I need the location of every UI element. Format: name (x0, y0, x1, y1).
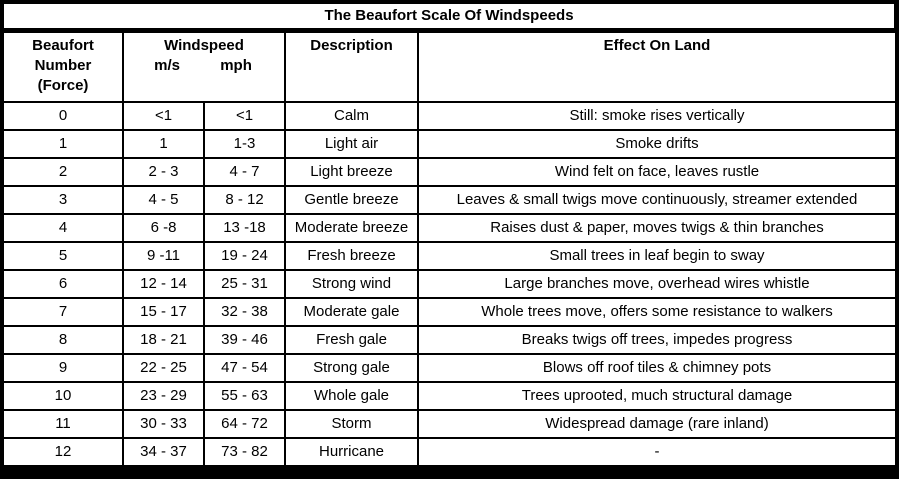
ms-cell: 34 - 37 (124, 439, 203, 465)
description-cell: Fresh breeze (286, 243, 417, 269)
ms-cell: 15 - 17 (124, 299, 203, 325)
description-cell: Moderate breeze (286, 215, 417, 241)
mph-cell: 47 - 54 (205, 355, 284, 381)
table-body (4, 103, 895, 465)
table-row (4, 383, 895, 409)
ms-cell: <1 (124, 103, 203, 129)
header-number-line-1: Beaufort (32, 37, 94, 54)
header-windspeed (124, 33, 284, 101)
force-cell: 12 (4, 439, 122, 465)
effect-cell: Trees uprooted, much structural damage (419, 383, 895, 409)
mph-cell: 39 - 46 (205, 327, 284, 353)
force-cell: 1 (4, 131, 122, 157)
table-row (4, 355, 895, 381)
beaufort-table (2, 31, 897, 467)
table-row (4, 131, 895, 157)
ms-cell: 1 (124, 131, 203, 157)
effect-cell: Blows off roof tiles & chimney pots (419, 355, 895, 381)
header-unit-mph: mph (220, 57, 252, 74)
force-cell: 9 (4, 355, 122, 381)
force-cell: 11 (4, 411, 122, 437)
table-row (4, 271, 895, 297)
table-row (4, 439, 895, 465)
table-row (4, 187, 895, 213)
force-cell: 4 (4, 215, 122, 241)
description-cell: Storm (286, 411, 417, 437)
force-cell: 6 (4, 271, 122, 297)
header-windspeed-label: Windspeed (164, 37, 244, 54)
mph-cell: 73 - 82 (205, 439, 284, 465)
effect-cell: Widespread damage (rare inland) (419, 411, 895, 437)
mph-cell: 19 - 24 (205, 243, 284, 269)
force-cell: 10 (4, 383, 122, 409)
header-description: Description (286, 33, 417, 101)
effect-cell: Whole trees move, offers some resistance to walkers (419, 299, 895, 325)
ms-cell: 4 - 5 (124, 187, 203, 213)
mph-cell: 55 - 63 (205, 383, 284, 409)
effect-cell: Smoke drifts (419, 131, 895, 157)
header-unit-ms: m/s (154, 57, 180, 74)
mph-cell: 8 - 12 (205, 187, 284, 213)
header-effect-on-land: Effect On Land (419, 33, 895, 101)
mph-cell: 64 - 72 (205, 411, 284, 437)
ms-cell: 30 - 33 (124, 411, 203, 437)
effect-cell: Still: smoke rises vertically (419, 103, 895, 129)
table-row (4, 103, 895, 129)
mph-cell: 13 -18 (205, 215, 284, 241)
description-cell: Calm (286, 103, 417, 129)
ms-cell: 2 - 3 (124, 159, 203, 185)
ms-cell: 23 - 29 (124, 383, 203, 409)
table-row (4, 411, 895, 437)
mph-cell: 1-3 (205, 131, 284, 157)
ms-cell: 18 - 21 (124, 327, 203, 353)
force-cell: 0 (4, 103, 122, 129)
ms-cell: 6 -8 (124, 215, 203, 241)
ms-cell: 22 - 25 (124, 355, 203, 381)
mph-cell: 4 - 7 (205, 159, 284, 185)
force-cell: 2 (4, 159, 122, 185)
description-cell: Gentle breeze (286, 187, 417, 213)
ms-cell: 9 -11 (124, 243, 203, 269)
force-cell: 5 (4, 243, 122, 269)
mph-cell: 25 - 31 (205, 271, 284, 297)
header-row (4, 33, 895, 101)
effect-cell: Leaves & small twigs move continuously, streamer extended (419, 187, 895, 213)
table-row (4, 215, 895, 241)
mph-cell: 32 - 38 (205, 299, 284, 325)
description-cell: Hurricane (286, 439, 417, 465)
mph-cell: <1 (205, 103, 284, 129)
header-beaufort-number (4, 33, 122, 101)
description-cell: Fresh gale (286, 327, 417, 353)
description-cell: Moderate gale (286, 299, 417, 325)
header-number-line-3: (Force) (37, 77, 89, 94)
force-cell: 7 (4, 299, 122, 325)
description-cell: Whole gale (286, 383, 417, 409)
description-cell: Strong wind (286, 271, 417, 297)
effect-cell: Large branches move, overhead wires whistle (419, 271, 895, 297)
force-cell: 3 (4, 187, 122, 213)
force-cell: 8 (4, 327, 122, 353)
table-row (4, 327, 895, 353)
header-number-line-2: Number (34, 57, 92, 74)
description-cell: Strong gale (286, 355, 417, 381)
description-cell: Light air (286, 131, 417, 157)
effect-cell: - (419, 439, 895, 465)
ms-cell: 12 - 14 (124, 271, 203, 297)
effect-cell: Raises dust & paper, moves twigs & thin branches (419, 215, 895, 241)
table-title: The Beaufort Scale Of Windspeeds (4, 4, 894, 28)
effect-cell: Breaks twigs off trees, impedes progress (419, 327, 895, 353)
effect-cell: Wind felt on face, leaves rustle (419, 159, 895, 185)
effect-cell: Small trees in leaf begin to sway (419, 243, 895, 269)
table-row (4, 159, 895, 185)
description-cell: Light breeze (286, 159, 417, 185)
table-row (4, 243, 895, 269)
table-row (4, 299, 895, 325)
